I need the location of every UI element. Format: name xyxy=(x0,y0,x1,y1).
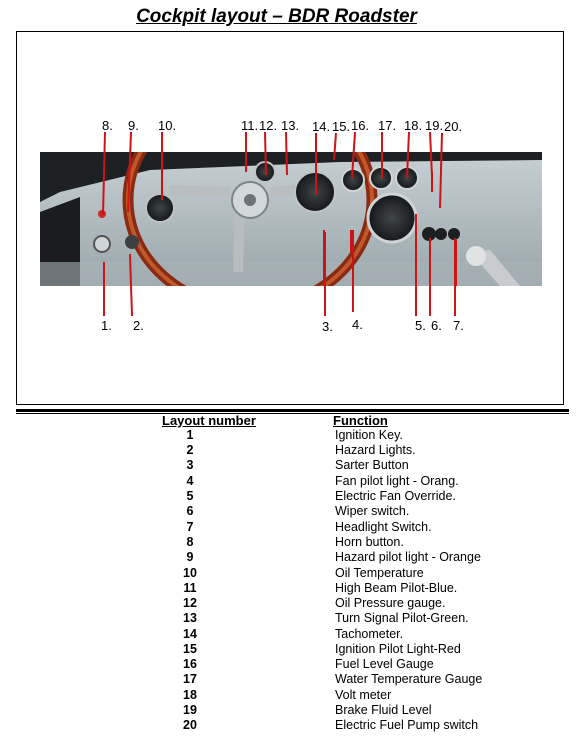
row-function: Tachometer. xyxy=(335,627,404,641)
row-number: 13 xyxy=(183,611,197,625)
divider-line-thin xyxy=(16,413,569,414)
table-row xyxy=(0,672,577,687)
callout-20: 20. xyxy=(444,119,463,134)
column-header-function: Function xyxy=(333,413,388,428)
table-row xyxy=(0,596,577,611)
callout-12: 12. xyxy=(259,118,278,133)
table-row xyxy=(0,627,577,642)
table-row xyxy=(0,458,577,473)
row-function: Fan pilot light - Orang. xyxy=(335,474,459,488)
table-row xyxy=(0,550,577,565)
table-row xyxy=(0,489,577,504)
row-number: 16 xyxy=(183,657,197,671)
table-row xyxy=(0,428,577,443)
row-function: Water Temperature Gauge xyxy=(335,672,483,686)
callout-18: 18. xyxy=(404,118,423,133)
table-row xyxy=(0,566,577,581)
table-row xyxy=(0,520,577,535)
row-function: Headlight Switch. xyxy=(335,520,432,534)
row-number: 1 xyxy=(186,428,194,442)
callout-11: 11. xyxy=(241,118,259,133)
row-number: 10 xyxy=(183,566,197,580)
callout-15: 15. xyxy=(332,119,351,134)
callout-9: 9. xyxy=(128,118,139,133)
row-number: 3 xyxy=(186,458,194,472)
row-function: Ignition Key. xyxy=(335,428,403,442)
table-row xyxy=(0,642,577,657)
callout-2: 2. xyxy=(133,318,144,333)
row-function: Electric Fuel Pump switch xyxy=(335,718,479,732)
row-function: Oil Temperature xyxy=(335,566,424,580)
column-header-layout-number: Layout number xyxy=(162,413,256,428)
pointer-lines xyxy=(0,0,577,340)
divider-line xyxy=(16,409,569,412)
callout-6: 6. xyxy=(431,318,442,333)
page-title: Cockpit layout – BDR Roadster xyxy=(136,6,417,27)
row-number: 15 xyxy=(183,642,197,656)
row-function: Horn button. xyxy=(335,535,404,549)
table-row xyxy=(0,443,577,458)
table-row xyxy=(0,718,577,733)
row-number: 20 xyxy=(183,718,197,732)
table-row xyxy=(0,474,577,489)
row-number: 5 xyxy=(186,489,194,503)
callout-17: 17. xyxy=(378,118,397,133)
row-function: Oil Pressure gauge. xyxy=(335,596,446,610)
row-function: Fuel Level Gauge xyxy=(335,657,434,671)
callout-4: 4. xyxy=(352,317,363,332)
row-number: 7 xyxy=(186,520,194,534)
row-function: Volt meter xyxy=(335,688,392,702)
row-function: Ignition Pilot Light-Red xyxy=(335,642,461,656)
callout-19: 19. xyxy=(425,118,444,133)
callout-13: 13. xyxy=(281,118,300,133)
callout-5: 5. xyxy=(415,318,426,333)
row-number: 6 xyxy=(186,504,194,518)
callout-1: 1. xyxy=(101,318,112,333)
row-function: High Beam Pilot-Blue. xyxy=(335,581,458,595)
row-number: 18 xyxy=(183,688,197,702)
row-function: Hazard pilot light - Orange xyxy=(335,550,481,564)
callout-3: 3. xyxy=(322,319,333,334)
row-function: Brake Fluid Level xyxy=(335,703,432,717)
callout-16: 16. xyxy=(351,118,370,133)
callout-7: 7. xyxy=(453,318,464,333)
row-number: 11 xyxy=(183,581,197,595)
table-row xyxy=(0,581,577,596)
row-function: Electric Fan Override. xyxy=(335,489,456,503)
row-function: Hazard Lights. xyxy=(335,443,416,457)
row-function: Turn Signal Pilot-Green. xyxy=(335,611,469,625)
row-function: Sarter Button xyxy=(335,458,409,472)
table-row xyxy=(0,611,577,626)
callout-8: 8. xyxy=(102,118,113,133)
row-number: 9 xyxy=(186,550,194,564)
row-number: 12 xyxy=(183,596,197,610)
table-row xyxy=(0,535,577,550)
row-function: Wiper switch. xyxy=(335,504,410,518)
table-row xyxy=(0,688,577,703)
table-row xyxy=(0,703,577,718)
table-row xyxy=(0,657,577,672)
table-row xyxy=(0,504,577,519)
row-number: 4 xyxy=(186,474,194,488)
row-number: 2 xyxy=(186,443,194,457)
row-number: 14 xyxy=(183,627,197,641)
row-number: 17 xyxy=(183,672,197,686)
callout-10: 10. xyxy=(158,118,177,133)
row-number: 8 xyxy=(186,535,194,549)
row-number: 19 xyxy=(183,703,197,717)
callout-14: 14. xyxy=(312,119,331,134)
